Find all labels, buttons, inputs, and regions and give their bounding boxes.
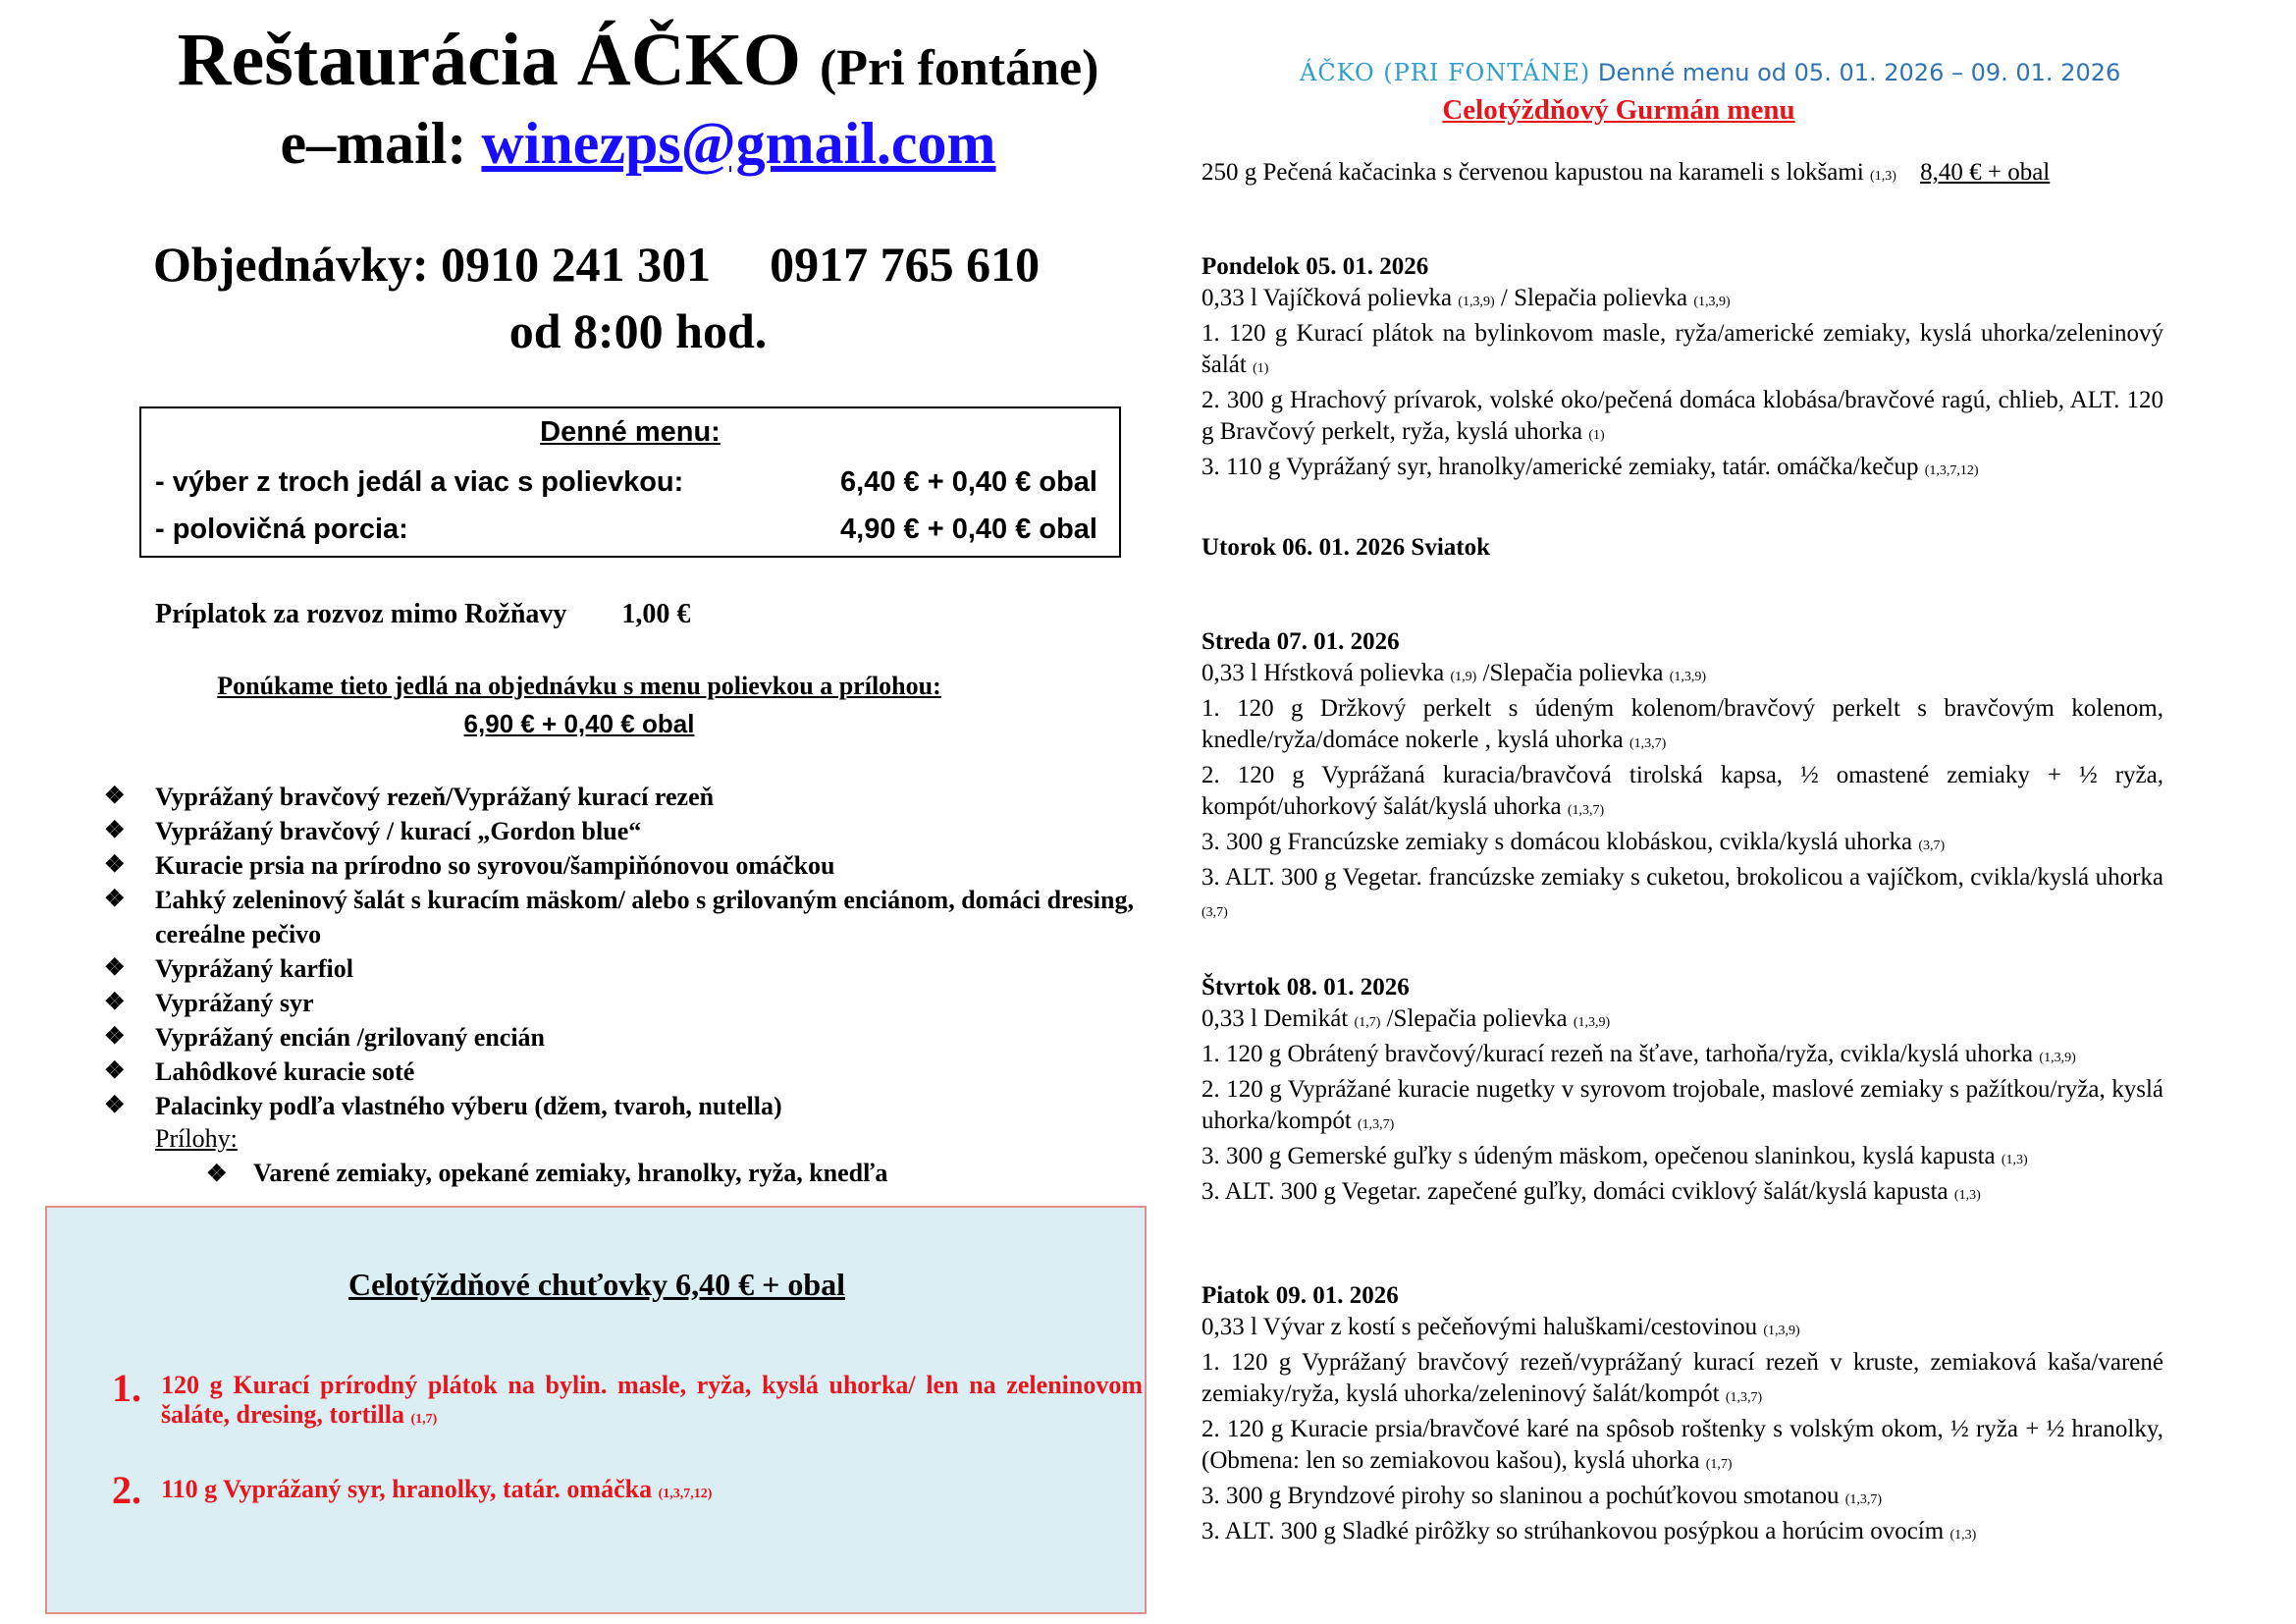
dish-text: 0,33 l Hŕstková polievka [1201,660,1451,686]
day-heading: Pondelok 05. 01. 2026 [1201,253,1429,280]
day-dish-line [1201,693,2163,760]
dish-name: Vyprážaný bravčový rezeň/Vyprážaný kurací rezeň [155,783,715,811]
bullet-icon: ❖ [104,990,126,1015]
gourmet-heading: Celotýždňový Gurmán menu [1442,94,1795,126]
weekly-specials-title: Celotýždňové chuťovky 6,40 € + obal [347,1267,846,1302]
day-dish-line [1201,658,2163,693]
allergen-codes: (1,3) [1953,1188,1981,1203]
delivery-price: 1,00 € [621,599,691,629]
daily-menu-half-price: 4,90 € + 0,40 € obal [840,514,1097,545]
email-label: e–mail: [280,111,467,176]
allergen-codes: (1,3,7) [1358,1117,1395,1132]
dish-text: /Slepačia polievka [1380,1005,1574,1032]
order-offer-text: Ponúkame tieto jedlá na objednávku s menu polievkou a prílohou: [217,672,941,700]
allergen-codes: (1,3,7) [1725,1390,1763,1405]
daily-menu-box [139,406,1121,558]
day-heading: Piatok 09. 01. 2026 [1201,1282,1399,1309]
bullet-icon: ❖ [104,1058,126,1084]
weekly-specials-box [45,1206,1147,1614]
restaurant-title [0,18,1276,103]
dish-text: /Slepačia polievka [1476,660,1670,686]
day-dish-line [1201,862,2163,929]
bullet-icon: ❖ [104,887,126,912]
daily-menu-full-price: 6,40 € + 0,40 € obal [840,466,1097,498]
gourmet-price: 8,40 € + obal [1920,159,2051,186]
day-section [1201,532,2163,564]
dish-name: Vyprážaný bravčový / kurací „Gordon blue“ [155,817,642,845]
day-dish-line [1201,1516,2163,1551]
daily-menu-full-label: - výber z troch jedál a viac s polievkou: [155,466,684,498]
day-section [1201,972,2163,1212]
dish-text: 2. 300 g Hrachový prívarok, volské oko/pečená domáca klobása/bravčové ragú, chlieb, ALT. 120 g Bravčový perkelt, ryža, kyslá uhorka [1201,387,2163,445]
allergen-codes: (1,3,9) [1573,1015,1611,1030]
dish-text: 3. 110 g Vyprážaný syr, hranolky/americké zemiaky, tatár. omáčka/kečup [1201,454,1925,480]
dish-text: 0,33 l Vývar z kostí s pečeňovými haluškami/cestovinou [1201,1314,1764,1340]
bullet-icon: ❖ [104,818,126,843]
day-dish-line [1201,283,2163,318]
bullet-icon: ❖ [104,1024,126,1050]
allergen-codes: (1,3,9) [1763,1324,1800,1338]
weekly-menu-title [1300,59,2120,86]
bullet-icon: ❖ [104,955,126,981]
allergen-codes: (1,3,9) [2039,1051,2076,1065]
bullet-icon: ❖ [104,852,126,878]
allergen-codes: (1,7) [1354,1015,1381,1030]
day-dish-line [1201,1347,2163,1414]
dish-name: Vyprážaný karfiol [155,954,353,983]
dish-name: Ľahký zeleninový šalát s kuracím mäskom/ alebo s grilovaným enciánom, domáci dresing, cereálne pečivo [155,886,1134,948]
day-dish-line [1201,1141,2163,1176]
dish-list-item [104,780,1135,814]
bullet-icon: ❖ [104,1093,126,1118]
dish-list-item [104,1020,1135,1055]
delivery-label: Príplatok za rozvoz mimo Rožňavy [155,599,567,629]
day-heading: Streda 07. 01. 2026 [1201,628,1400,655]
day-dish-line [1201,452,2163,487]
day-dish-line [1201,318,2163,385]
dish-text: 1. 120 g Obrátený bravčový/kurací rezeň na šťave, tarhoňa/ryža, cvikla/kyslá uhorka [1201,1041,2040,1067]
daily-menu-heading: Denné menu: [540,416,721,448]
phone-1: 0910 241 301 [441,237,712,292]
sides-text: Varené zemiaky, opekané zemiaky, hranolky, ryža, knedľa [253,1159,888,1187]
delivery-surcharge [155,599,690,630]
allergen-codes: (3,7) [1918,839,1946,853]
title-main: Reštaurácia ÁČKO [177,19,801,101]
weekly-item-text [161,1371,1143,1430]
email-link[interactable]: winezps@gmail.com [481,111,996,176]
email-line [0,110,1276,178]
dish-list-item [104,986,1135,1020]
dish-text: 2. 120 g Vyprážaná kuracia/bravčová tirolská kapsa, ½ omastené zemiaky + ½ ryža, kompót/uhorkový šalát/kyslá uhorka [1201,762,2163,820]
dish-name: Kuracie prsia na prírodno so syrovou/šampiňónovou omáčkou [155,851,835,880]
order-offer-price: 6,90 € + 0,40 € obal [463,709,695,738]
right-column [1201,0,2183,1624]
allergen-codes: (1,7) [1705,1457,1733,1472]
dish-list-item [104,814,1135,848]
gourmet-allergens: (1,3) [1870,169,1896,184]
dish-name: Vyprážaný syr [155,989,314,1017]
weekly-item-2-allergens: (1,3,7,12) [658,1487,713,1501]
dish-text: 3. ALT. 300 g Vegetar. zapečené guľky, domáci cviklový šalát/kyslá kapusta [1201,1178,1954,1205]
dish-name: Palacinky podľa vlastného výberu (džem, tvaroh, nutella) [155,1092,782,1120]
day-dish-line [1201,385,2163,452]
allergen-codes: (1,9) [1450,670,1477,684]
order-hours: od 8:00 hod. [508,303,768,358]
sides-label: Prílohy: [155,1124,238,1153]
allergen-codes: (1,3,9) [1693,295,1731,309]
orders-label: Objednávky: [153,237,429,292]
weekly-item-1-allergens: (1,7) [410,1412,438,1427]
gourmet-item [1201,159,2050,187]
dish-text: / Slepačia polievka [1494,285,1694,311]
allergen-codes: (1,3) [2001,1153,2028,1167]
day-dish-line [1201,1414,2163,1481]
dish-list-item [104,1055,1135,1089]
allergen-codes: (1) [1588,428,1605,443]
dish-text: 1. 120 g Držkový perkelt s údeným kolenom/bravčový perkelt s bravčovým kolenom, knedle/ryža/domáce nokerle , kyslá uhorka [1201,695,2163,753]
dish-text: 0,33 l Demikát [1201,1005,1355,1032]
bullet-icon: ❖ [206,1162,228,1187]
dish-text: 1. 120 g Kurací plátok na bylinkovom masle, ryža/americké zemiaky, kyslá uhorka/zeleninový šalát [1201,320,2163,378]
weekly-item-1-text: 120 g Kurací prírodný plátok na bylin. masle, ryža, kyslá uhorka/ len na zeleninovom šaláte, dresing, tortilla [161,1371,1143,1429]
dish-list-item [104,883,1135,951]
day-dish-line [1201,1039,2163,1074]
allergen-codes: (3,7) [1201,905,1228,920]
allergen-codes: (1,3,9) [1669,670,1707,684]
day-heading: Štvrtok 08. 01. 2026 [1201,974,1410,1001]
dish-text: 3. ALT. 300 g Vegetar. francúzske zemiaky s cuketou, brokolicou a vajíčkom, cvikla/kyslá uhorka [1201,864,2163,891]
daily-menu-half-label: - polovičná porcia: [155,514,408,545]
gourmet-item-text: 250 g Pečená kačacinka s červenou kapustou na karameli s lokšami [1201,159,1864,186]
dish-text: 3. 300 g Gemerské guľky s údeným mäskom, opečenou slaninkou, kyslá kapusta [1201,1143,2002,1169]
dish-name: Lahôdkové kuracie soté [155,1057,415,1086]
dish-list-item [104,1089,1135,1123]
weekly-item-2-text: 110 g Vyprážaný syr, hranolky, tatár. omáčka [161,1475,653,1503]
allergen-codes: (1,3,7) [1629,736,1667,751]
day-dish-line [1201,1481,2163,1516]
allergen-codes: (1,3,9) [1458,295,1495,309]
day-heading: Utorok 06. 01. 2026 Sviatok [1201,534,1491,561]
dish-text: 0,33 l Vajíčková polievka [1201,285,1459,311]
order-dish-list [104,780,1135,1123]
dish-text: 2. 120 g Kuracie prsia/bravčové karé na spôsob roštenky s volským okom, ½ ryža + ½ hranolky, (Obmena: len so zemiakovou kašou), kyslá uhorka [1201,1416,2163,1474]
bullet-icon: ❖ [104,784,126,809]
allergen-codes: (1,3,7) [1844,1492,1883,1507]
allergen-codes: (1,3,7) [1567,803,1605,818]
phone-2: 0917 765 610 [770,237,1041,292]
brand-name: ÁČKO (PRI FONTÁNE) [1300,59,1591,86]
day-dish-line [1201,1176,2163,1212]
sides-item [206,1159,887,1188]
weekly-item-number: 2. [112,1468,141,1512]
day-dish-line [1201,1074,2163,1141]
menu-dates: Denné menu od 05. 01. 2026 – 09. 01. 2026 [1597,59,2121,86]
allergen-codes: (1,3,7,12) [1924,463,1979,478]
dish-text: 2. 120 g Vyprážané kuracie nugetky v syrovom trojobale, maslové zemiaky s pažítkou/ryža, kyslá uhorka/kompót [1201,1076,2163,1134]
dish-text: 3. 300 g Bryndzové pirohy so slaninou a pochúťkovou smotanou [1201,1483,1845,1509]
day-dish-line [1201,760,2163,827]
dish-name: Vyprážaný encián /grilovaný encián [155,1023,546,1052]
allergen-codes: (1) [1253,361,1269,376]
day-section [1201,626,2163,929]
weekly-item-text [161,1475,1143,1504]
day-section [1201,1280,2163,1551]
dish-text: 3. ALT. 300 g Sladké pirôžky so strúhankovou posýpkou a horúcim ovocím [1201,1518,1950,1544]
day-dish-line [1201,1312,2163,1347]
orders-line [153,236,1040,293]
dish-text: 1. 120 g Vyprážaný bravčový rezeň/vyprážaný kurací rezeň v kruste, zemiaková kaša/varené zemiaky/ryža, kyslá uhorka/zeleninový šalát/kompót [1201,1349,2163,1407]
dish-text: 3. 300 g Francúzske zemiaky s domácou klobáskou, cvikla/kyslá uhorka [1201,829,1919,855]
title-sub: (Pri fontáne) [819,40,1099,96]
day-dish-line [1201,1003,2163,1039]
dish-list-item [104,951,1135,986]
day-dish-line [1201,827,2163,862]
dish-list-item [104,848,1135,883]
weekly-item-number: 1. [112,1366,141,1410]
allergen-codes: (1,3) [1949,1528,1977,1543]
day-section [1201,251,2163,487]
